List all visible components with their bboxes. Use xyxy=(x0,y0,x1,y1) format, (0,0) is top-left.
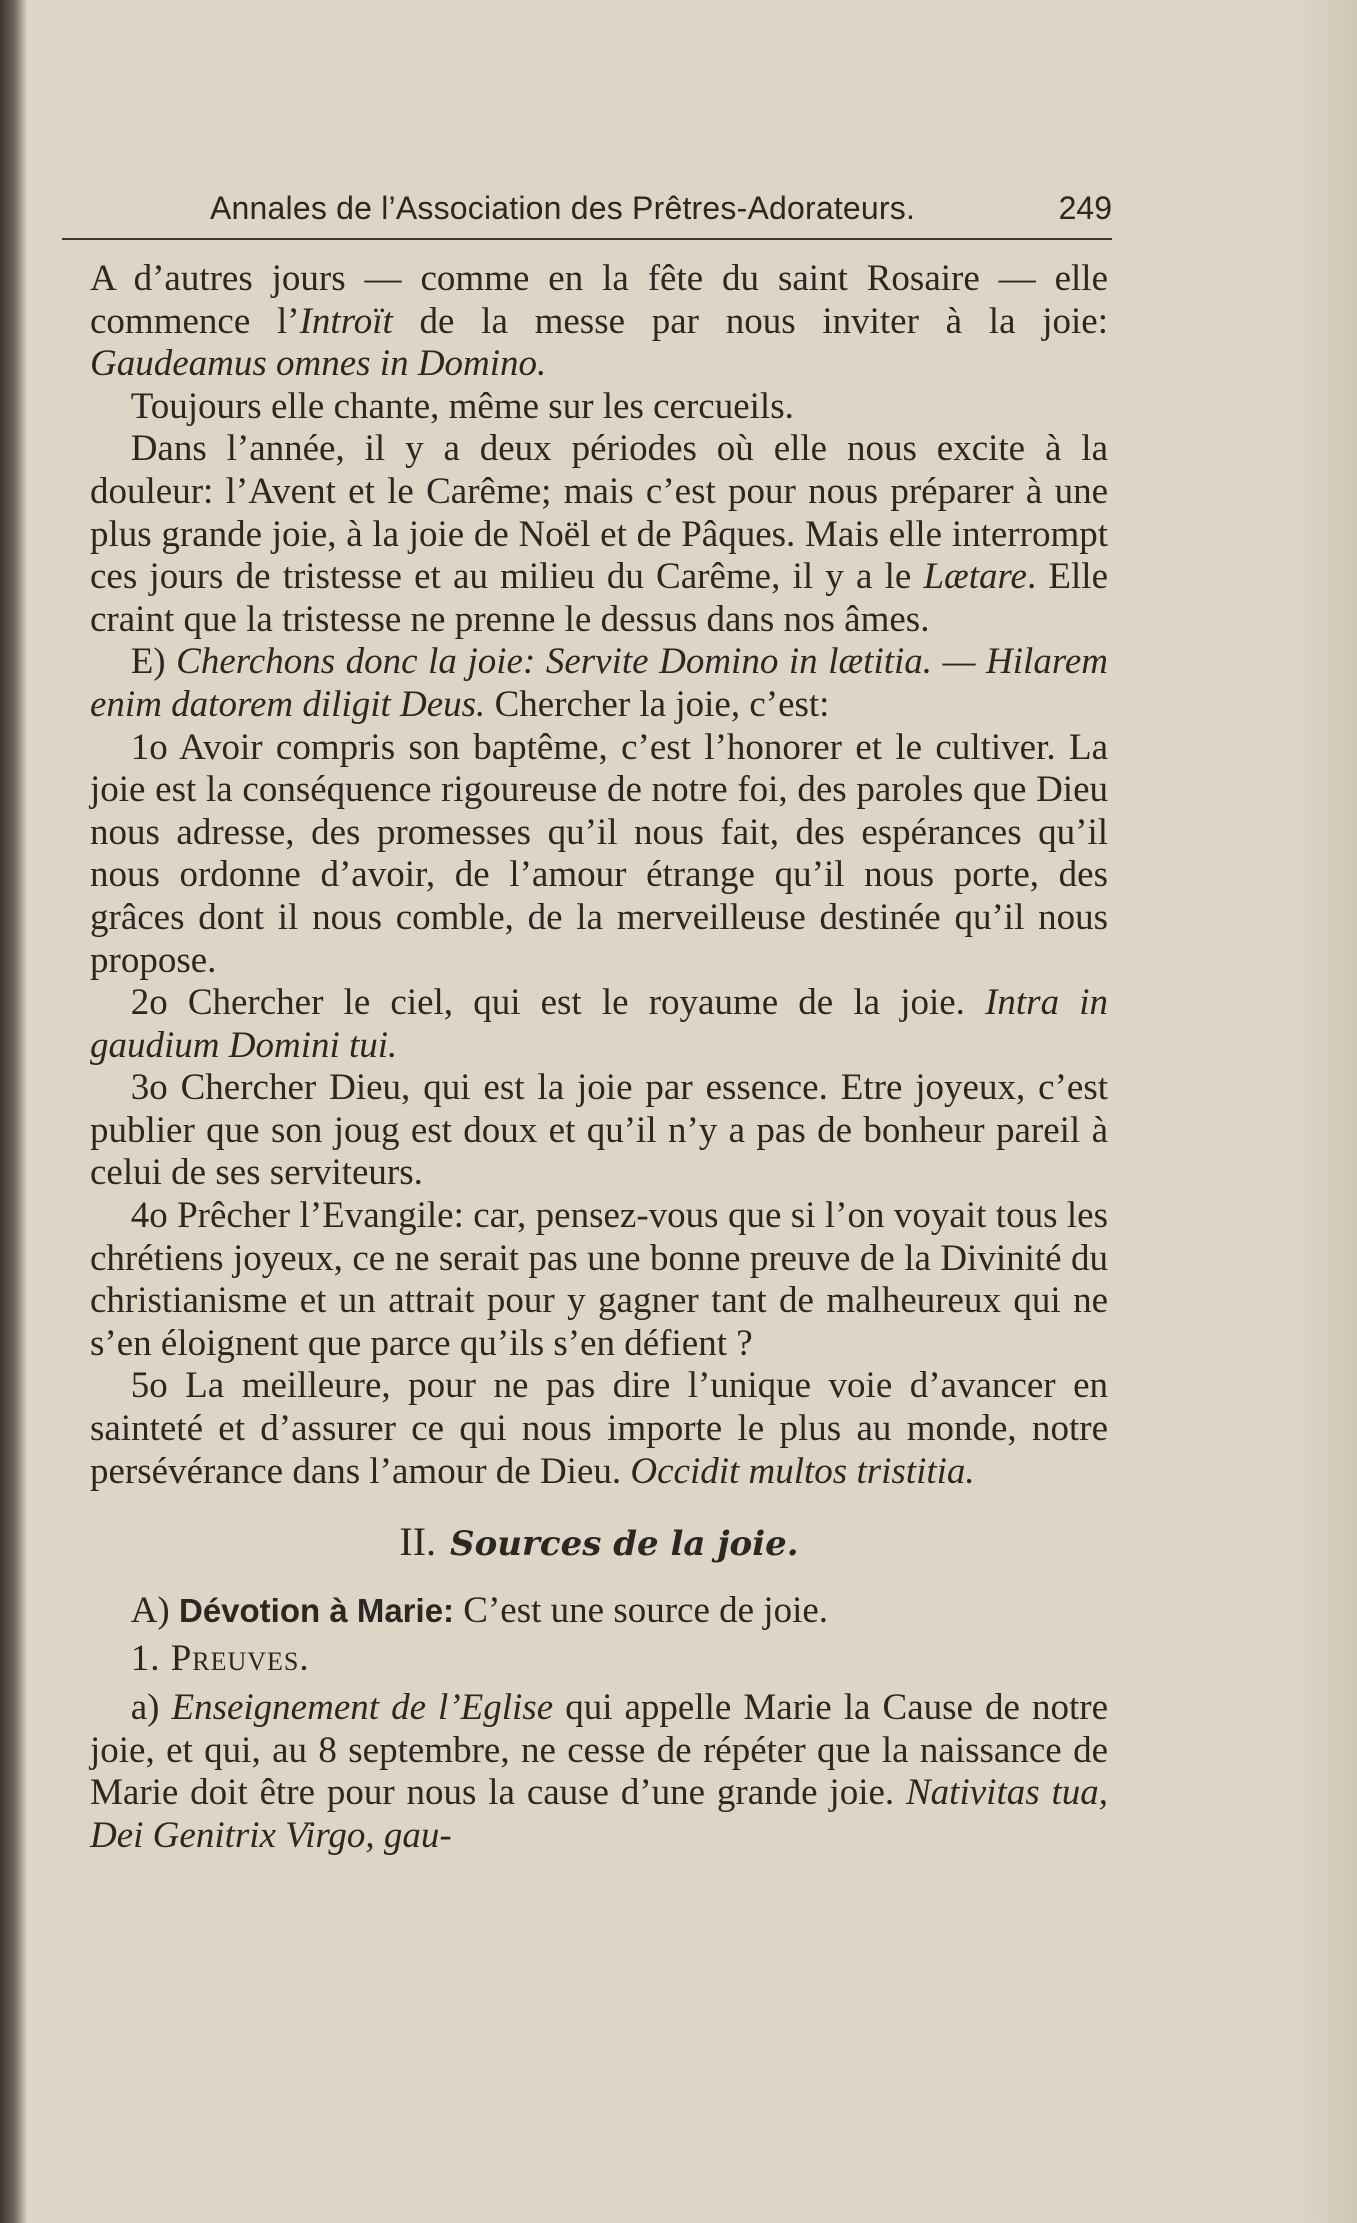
page-number: 249 xyxy=(1058,190,1112,226)
paragraph-rosaire: A d’autres jours — comme en la fête du saint Rosaire — elle commence l’Introït de la messe par nous inviter à la joie: Gaudeamus omnes in Domino. xyxy=(90,258,1108,385)
running-header xyxy=(62,186,1112,240)
section-title: Sources de la joie. xyxy=(450,1524,799,1565)
paragraph-point-5: 5o La meilleure, pour ne pas dire l’unique voie d’avancer en sainteté et d’assurer ce qui nous importe le plus au monde, notre persévérance dans l’amour de Dieu. Occidit multos tristitia. xyxy=(90,1365,1108,1492)
book-binding-edge xyxy=(0,0,26,2223)
paragraph-periodes: Dans l’année, il y a deux périodes où elle nous excite à la douleur: l’Avent et le Carême; mais c’est pour nous préparer à une plus grande joie, à la joie de Noël et de Pâques. Mais elle interrompt ces jours de tristesse et au milieu du Carême, il y a le Lætare. Elle craint que la tristesse ne prenne le dessus dans nos âmes. xyxy=(90,428,1108,640)
paragraph-point-3: 3o Chercher Dieu, qui est la joie par essence. Etre joyeux, c’est publier que son joug est doux et qu’il n’y a pas de bonheur pareil à celui de ses serviteurs. xyxy=(90,1067,1108,1194)
paragraph-devotion-marie: A) Dévotion à Marie: C’est une source de joie. xyxy=(130,1589,829,1631)
paragraph-point-1: 1o Avoir compris son baptême, c’est l’honorer et le cultiver. La joie est la conséquence rigoureuse de notre foi, des paroles que Dieu nous adresse, des promesses qu’il nous fait, des espérances qu’il nous ordonne d’avoir, de l’amour étrange qu’il nous porte, des grâces dont il nous comble, de la merveilleuse destinée qu’il nous propose. xyxy=(90,726,1108,981)
subheading-preuves: 1. Preuves. xyxy=(130,1638,310,1680)
page-body xyxy=(90,258,1108,1857)
running-title: Annales de l’Association des Prêtres-Adorateurs. xyxy=(210,190,916,226)
paragraph-enseignement: a) Enseignement de l’Eglise qui appelle Marie la Cause de notre joie, et qui, au 8 septembre, ne cesse de répéter que la naissance de Marie doit être pour nous la cause d’une grande joie. Nativitas tua, Dei Genitrix Virgo, gau- xyxy=(90,1687,1108,1856)
paragraph-cherchons: E) Cherchons donc la joie: Servite Domino in lætitia. — Hilarem enim datorem diligit Deus. Chercher la joie, c’est: xyxy=(90,641,1108,725)
paragraph-cercueils: Toujours elle chante, même sur les cercueils. xyxy=(130,385,794,427)
section-heading xyxy=(90,1521,1108,1566)
paragraph-point-2: 2o Chercher le ciel, qui est le royaume de la joie. Intra in gaudium Domini tui. xyxy=(90,982,1108,1066)
section-number: II. xyxy=(399,1519,437,1565)
paragraph-point-4: 4o Prêcher l’Evangile: car, pensez-vous que si l’on voyait tous les chrétiens joyeux, ce ne serait pas une bonne preuve de la Divinité du christianisme et un attrait pour y gagner tant de malheureux qui ne s’en éloignent que parce qu’ils s’en défient ? xyxy=(90,1195,1108,1364)
